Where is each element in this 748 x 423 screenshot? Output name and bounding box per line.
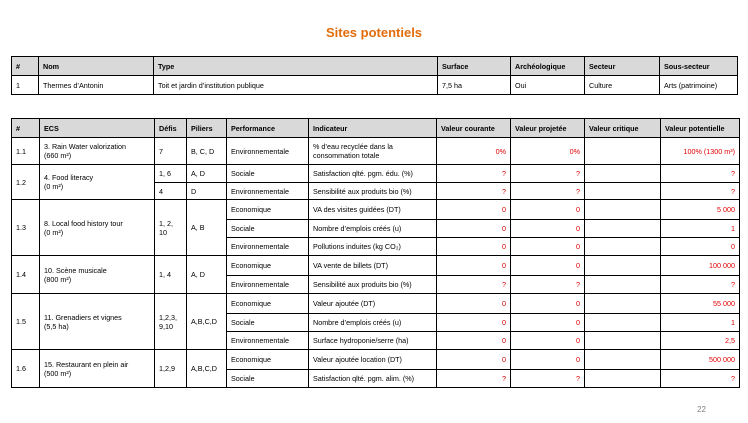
ecs-cell-valeur-critique — [585, 165, 661, 183]
ecs-cell-valeur-critique — [585, 370, 661, 388]
ecs-cell-indicateur: Satisfaction qlté. pgm. édu. (%) — [309, 165, 437, 183]
ecs-cell-valeur-projetee: 0 — [511, 294, 585, 314]
sites-header-nom: Nom — [39, 57, 154, 76]
ecs-cell-valeur-critique — [585, 256, 661, 276]
ecs-cell-valeur-potentielle: 500 000 — [661, 350, 740, 370]
ecs-cell-indicateur: VA des visites guidées (DT) — [309, 200, 437, 220]
ecs-cell-valeur-projetee: ? — [511, 183, 585, 200]
ecs-cell-num: 1.6 — [12, 350, 40, 388]
ecs-cell-defis: 1, 4 — [155, 256, 187, 294]
sites-cell-secteur: Culture — [585, 76, 660, 95]
ecs-cell-performance: Environnementale — [227, 276, 309, 294]
ecs-cell-name: 11. Grenadiers et vignes (5,5 ha) — [40, 294, 155, 350]
sites-table — [11, 56, 738, 95]
ecs-cell-performance: Economique — [227, 200, 309, 220]
ecs-cell-valeur-projetee: 0% — [511, 138, 585, 165]
ecs-cell-indicateur: Sensibilité aux produits bio (%) — [309, 276, 437, 294]
ecs-header-piliers: Piliers — [187, 119, 227, 138]
ecs-cell-valeur-critique — [585, 138, 661, 165]
ecs-cell-performance: Sociale — [227, 165, 309, 183]
ecs-header-performance: Performance — [227, 119, 309, 138]
ecs-cell-name: 15. Restaurant en plein air (500 m²) — [40, 350, 155, 388]
ecs-cell-defis: 1,2,3, 9,10 — [155, 294, 187, 350]
ecs-cell-valeur-potentielle: ? — [661, 276, 740, 294]
ecs-cell-valeur-critique — [585, 183, 661, 200]
ecs-cell-valeur-projetee: 0 — [511, 200, 585, 220]
ecs-cell-performance: Environnementale — [227, 238, 309, 256]
ecs-cell-num: 1.5 — [12, 294, 40, 350]
ecs-cell-valeur-potentielle: 2,5 — [661, 332, 740, 350]
page-number: 22 — [697, 405, 706, 414]
ecs-cell-piliers: A,B,C,D — [187, 350, 227, 388]
ecs-cell-performance: Sociale — [227, 314, 309, 332]
sites-cell-archeologique: Oui — [511, 76, 585, 95]
ecs-cell-performance: Economique — [227, 294, 309, 314]
ecs-cell-indicateur: Valeur ajoutée (DT) — [309, 294, 437, 314]
table-row — [12, 350, 740, 370]
ecs-cell-indicateur: Nombre d’emplois créés (u) — [309, 220, 437, 238]
ecs-cell-piliers: A, B — [187, 200, 227, 256]
ecs-header-num: # — [12, 119, 40, 138]
ecs-cell-valeur-courante: 0% — [437, 138, 511, 165]
page-title: Sites potentiels — [325, 25, 423, 40]
ecs-header-valeur-courante: Valeur courante — [437, 119, 511, 138]
ecs-cell-piliers: A,B,C,D — [187, 294, 227, 350]
ecs-cell-name: 3. Rain Water valorization (660 m²) — [40, 138, 155, 165]
ecs-cell-performance: Economique — [227, 256, 309, 276]
ecs-cell-indicateur: VA vente de billets (DT) — [309, 256, 437, 276]
ecs-table — [11, 118, 740, 388]
ecs-cell-num: 1.2 — [12, 165, 40, 200]
ecs-cell-defis: 1, 6 — [155, 165, 187, 183]
ecs-cell-indicateur: Valeur ajoutée location (DT) — [309, 350, 437, 370]
ecs-cell-valeur-potentielle: ? — [661, 370, 740, 388]
ecs-cell-valeur-projetee: 0 — [511, 256, 585, 276]
ecs-cell-name: 4. Food literacy (0 m²) — [40, 165, 155, 200]
ecs-cell-name: 10. Scène musicale (800 m²) — [40, 256, 155, 294]
ecs-cell-valeur-courante: ? — [437, 370, 511, 388]
ecs-cell-valeur-courante: 0 — [437, 200, 511, 220]
ecs-cell-num: 1.4 — [12, 256, 40, 294]
ecs-cell-piliers: B, C, D — [187, 138, 227, 165]
sites-header-row — [12, 57, 738, 76]
ecs-cell-indicateur: Pollutions induites (kg CO₂) — [309, 238, 437, 256]
ecs-cell-valeur-critique — [585, 294, 661, 314]
ecs-cell-valeur-potentielle: 100 000 — [661, 256, 740, 276]
ecs-cell-performance: Environnementale — [227, 138, 309, 165]
sites-header-secteur: Secteur — [585, 57, 660, 76]
ecs-cell-valeur-critique — [585, 200, 661, 220]
sites-header-sous-secteur: Sous-secteur — [660, 57, 738, 76]
sites-header-archeologique: Archéologique — [511, 57, 585, 76]
ecs-cell-valeur-projetee: 0 — [511, 314, 585, 332]
ecs-cell-valeur-projetee: ? — [511, 370, 585, 388]
ecs-cell-num: 1.1 — [12, 138, 40, 165]
ecs-cell-valeur-courante: 0 — [437, 256, 511, 276]
ecs-cell-valeur-potentielle: 0 — [661, 238, 740, 256]
ecs-cell-valeur-courante: 0 — [437, 238, 511, 256]
ecs-cell-valeur-projetee: ? — [511, 165, 585, 183]
ecs-cell-num: 1.3 — [12, 200, 40, 256]
sites-header-num: # — [12, 57, 39, 76]
ecs-cell-valeur-potentielle: 55 000 — [661, 294, 740, 314]
sites-row — [12, 76, 738, 95]
ecs-cell-valeur-potentielle: 1 — [661, 220, 740, 238]
table-row — [12, 294, 740, 314]
ecs-header-ecs: ECS — [40, 119, 155, 138]
sites-cell-type: Toit et jardin d’institution publique — [154, 76, 438, 95]
ecs-cell-valeur-courante: ? — [437, 165, 511, 183]
ecs-header-valeur-potentielle: Valeur potentielle — [661, 119, 740, 138]
sites-cell-sous-secteur: Arts (patrimoine) — [660, 76, 738, 95]
ecs-cell-valeur-critique — [585, 314, 661, 332]
ecs-cell-performance: Sociale — [227, 370, 309, 388]
ecs-cell-defis: 4 — [155, 183, 187, 200]
ecs-header-valeur-critique: Valeur critique — [585, 119, 661, 138]
ecs-header-row — [12, 119, 740, 138]
ecs-cell-piliers: D — [187, 183, 227, 200]
table-row — [12, 200, 740, 220]
ecs-cell-valeur-potentielle: ? — [661, 165, 740, 183]
sites-cell-surface: 7,5 ha — [438, 76, 511, 95]
ecs-cell-performance: Environnementale — [227, 183, 309, 200]
ecs-cell-valeur-critique — [585, 332, 661, 350]
ecs-cell-valeur-potentielle: 1 — [661, 314, 740, 332]
ecs-cell-performance: Sociale — [227, 220, 309, 238]
sites-header-surface: Surface — [438, 57, 511, 76]
ecs-cell-indicateur: % d’eau recyclée dans la consommation totale — [309, 138, 437, 165]
table-row — [12, 138, 740, 165]
ecs-cell-valeur-courante: 0 — [437, 314, 511, 332]
ecs-cell-valeur-critique — [585, 238, 661, 256]
ecs-cell-indicateur: Nombre d’emplois créés (u) — [309, 314, 437, 332]
ecs-cell-valeur-critique — [585, 276, 661, 294]
ecs-cell-indicateur: Satisfaction qlté. pgm. alim. (%) — [309, 370, 437, 388]
ecs-cell-valeur-projetee: 0 — [511, 238, 585, 256]
ecs-cell-performance: Environnementale — [227, 332, 309, 350]
ecs-cell-valeur-potentielle: 100% (1300 m³) — [661, 138, 740, 165]
sites-cell-num: 1 — [12, 76, 39, 95]
sites-cell-nom: Thermes d’Antonin — [39, 76, 154, 95]
ecs-cell-name: 8. Local food history tour (0 m²) — [40, 200, 155, 256]
ecs-cell-valeur-projetee: 0 — [511, 220, 585, 238]
ecs-cell-valeur-courante: ? — [437, 276, 511, 294]
ecs-cell-indicateur: Sensibilité aux produits bio (%) — [309, 183, 437, 200]
ecs-cell-valeur-courante: 0 — [437, 220, 511, 238]
table-row — [12, 165, 740, 183]
sites-header-type: Type — [154, 57, 438, 76]
ecs-cell-valeur-projetee: 0 — [511, 350, 585, 370]
ecs-cell-performance: Economique — [227, 350, 309, 370]
ecs-cell-valeur-potentielle: 5 000 — [661, 200, 740, 220]
ecs-cell-valeur-potentielle: ? — [661, 183, 740, 200]
ecs-cell-defis: 1,2,9 — [155, 350, 187, 388]
ecs-cell-piliers: A, D — [187, 165, 227, 183]
ecs-cell-valeur-projetee: 0 — [511, 332, 585, 350]
ecs-cell-valeur-courante: ? — [437, 183, 511, 200]
ecs-cell-defis: 1, 2, 10 — [155, 200, 187, 256]
ecs-cell-defis: 7 — [155, 138, 187, 165]
ecs-cell-valeur-courante: 0 — [437, 350, 511, 370]
ecs-header-defis: Défis — [155, 119, 187, 138]
ecs-cell-valeur-courante: 0 — [437, 332, 511, 350]
ecs-cell-indicateur: Surface hydroponie/serre (ha) — [309, 332, 437, 350]
ecs-cell-piliers: A, D — [187, 256, 227, 294]
ecs-header-valeur-projetee: Valeur projetée — [511, 119, 585, 138]
ecs-cell-valeur-critique — [585, 350, 661, 370]
ecs-cell-valeur-projetee: ? — [511, 276, 585, 294]
ecs-cell-valeur-courante: 0 — [437, 294, 511, 314]
table-row — [12, 256, 740, 276]
ecs-header-indicateur: Indicateur — [309, 119, 437, 138]
ecs-cell-valeur-critique — [585, 220, 661, 238]
